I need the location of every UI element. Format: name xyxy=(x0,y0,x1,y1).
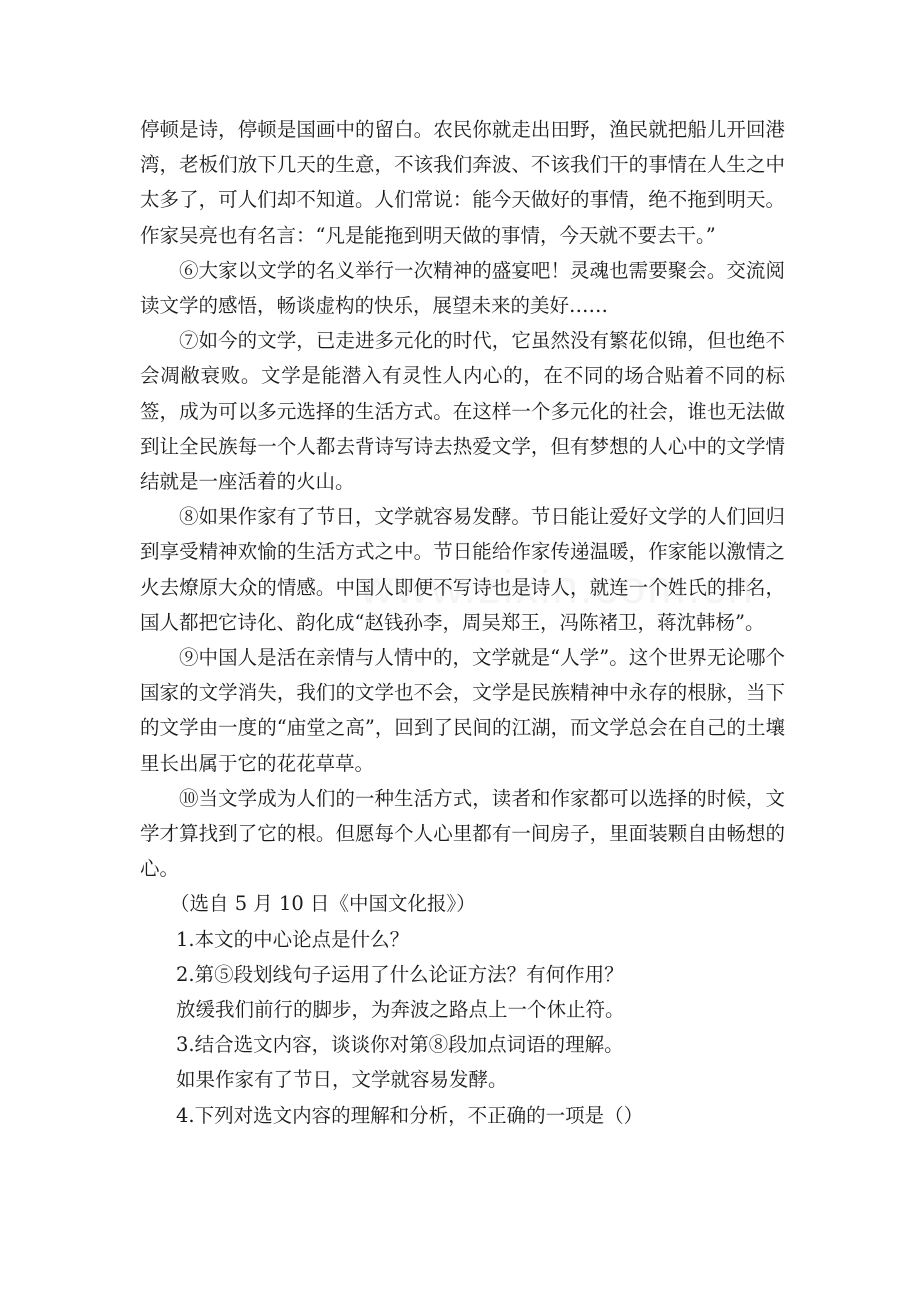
question-4: 4.下列对选文内容的理解和分析，不正确的一项是（） xyxy=(176,1103,644,1127)
question-1: 1.本文的中心论点是什么？ xyxy=(176,927,410,951)
paragraph-8: ⑧如果作家有了节日，文学就容易发酵。节日能让爱好文学的人们回归到享受精神欢愉的生活方式之中。节日能给作家传递温暖，作家能以激情之火去燎原大众的情感。中国人即便不写诗也是诗人，就连一个姓氏的排名，国人都把它诗化、韵化成“赵钱孙李，周吴郑王，冯陈褚卫，蒋沈韩杨”。 xyxy=(140,505,785,634)
question-3-quote: 如果作家有了节日，文学就容易发酵。 xyxy=(176,1068,508,1092)
question-3: 3.结合选文内容，谈谈你对第⑧段加点词语的理解。 xyxy=(176,1033,624,1057)
question-2: 2.第⑤段划线句子运用了什么论证方法？有何作用？ xyxy=(176,962,624,986)
source-citation: （选自 5 月 10 日《中国文化报》） xyxy=(170,892,476,916)
paragraph-10: ⑩当文学成为人们的一种生活方式，读者和作家都可以选择的时候，文学才算找到了它的根。但愿每个人心里都有一间房子，里面装颗自由畅想的心。 xyxy=(140,786,785,881)
document-page xyxy=(140,112,785,1133)
paragraph-6: ⑥大家以文学的名义举行一次精神的盛宴吧！灵魂也需要聚会。交流阅读文学的感悟，畅谈虚构的快乐，展望未来的美好…… xyxy=(140,258,785,318)
question-2-quote: 放缓我们前行的脚步，为奔波之路点上一个休止符。 xyxy=(176,998,625,1022)
paragraph-7: ⑦如今的文学，已走进多元化的时代，它虽然没有繁花似锦，但也绝不会凋敝衰败。文学是能潜入有灵性人内心的，在不同的场合贴着不同的标签，成为可以多元选择的生活方式。在这样一个多元化的社会，谁也无法做到让全民族每一个人都去背诗写诗去热爱文学，但有梦想的人心中的文学情结就是一座活着的火山。 xyxy=(140,329,785,494)
paragraph-9: ⑨中国人是活在亲情与人情中的，文学就是“人学”。这个世界无论哪个国家的文学消失，我们的文学也不会，文学是民族精神中永存的根脉，当下的文学由一度的“庙堂之高”，回到了民间的江湖，而文学总会在自己的土壤里长出属于它的花花草草。 xyxy=(140,646,785,775)
paragraph-continued: 停顿是诗，停顿是国画中的留白。农民你就走出田野，渔民就把船儿开回港湾，老板们放下几天的生意，不该我们奔波、不该我们干的事情在人生之中太多了，可人们却不知道。人们常说：能今天做好的事情，绝不拖到明天。作家吴亮也有名言：“凡是能拖到明天做的事情，今天就不要去干。” xyxy=(140,118,785,247)
